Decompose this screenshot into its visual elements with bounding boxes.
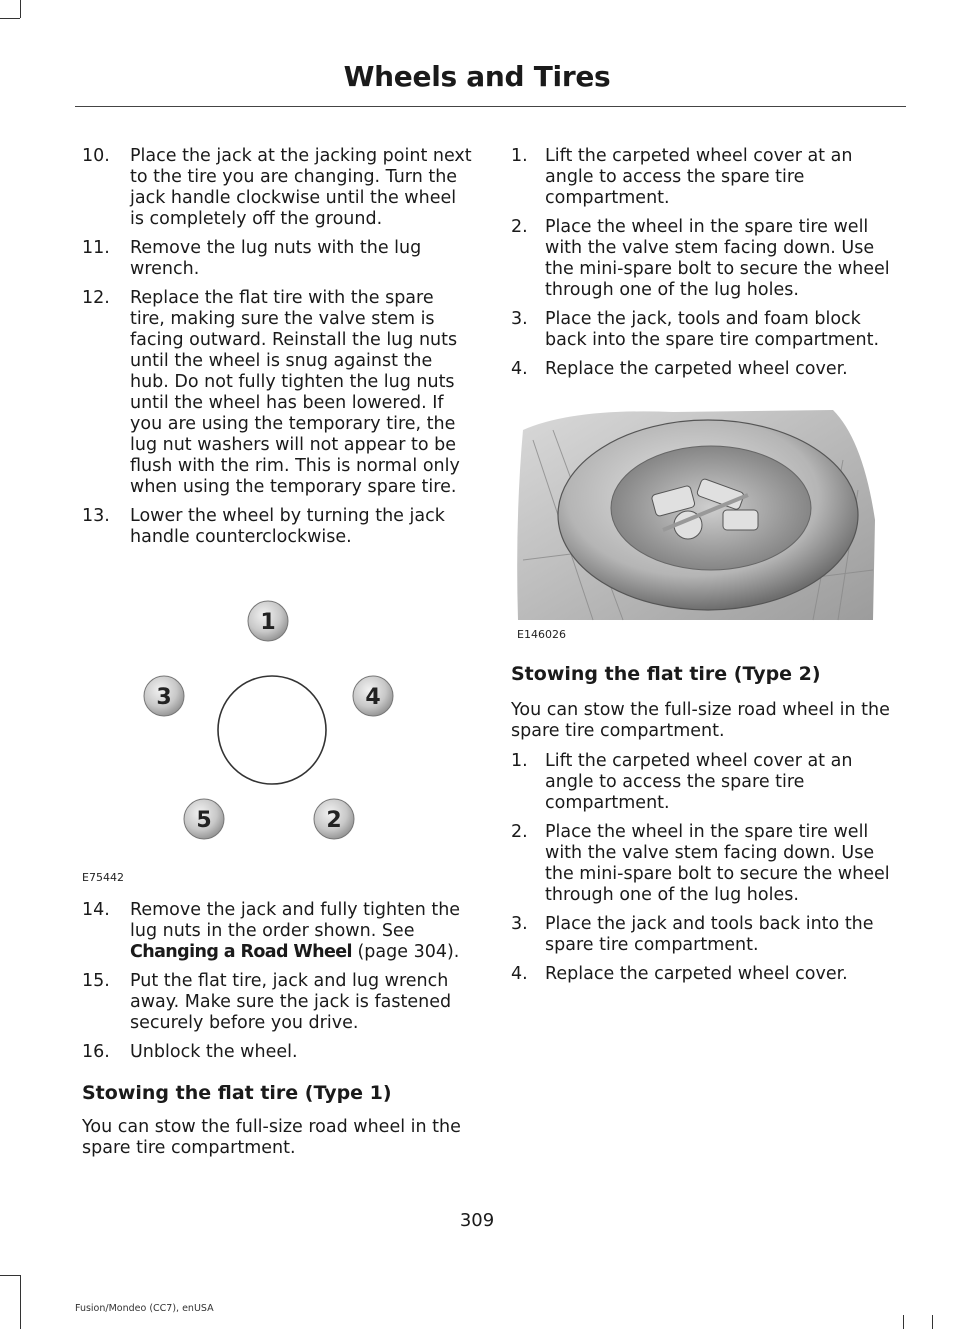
step-text: Remove the lug nuts with the lug wrench. [130,238,422,279]
step-number: 3. [511,914,528,934]
section-heading: Stowing the flat tire (Type 2) [511,663,821,685]
svg-text:1: 1 [260,610,276,635]
crop-mark [20,0,21,18]
step-number: 13. [82,506,110,526]
left-column [82,146,474,556]
step-text: Replace the flat tire with the spare tire, making sure the valve stem is facing outward. Reinstall the lug nuts until the wheel is snug against the hub. Do not fully tighten the lug nuts until the wheel has been lowered. If you are using the temporary tire, the lug nut washers will not appear to be flush with the rim. This is normal only when using the temporary spare tire. [130,288,460,497]
step-text: Unblock the wheel. [130,1042,298,1062]
lug-marker-2 [314,799,354,839]
step-number: 3. [511,309,528,329]
svg-text:4: 4 [365,685,381,710]
svg-text:3: 3 [156,685,172,710]
crop-mark [20,1275,21,1329]
page-number: 309 [459,1210,495,1231]
cross-reference-link[interactable]: Changing a Road Wheel [130,942,352,962]
lug-marker-3 [144,676,184,716]
right-column-lower [511,662,903,993]
step-text: Lift the carpeted wheel cover at an angle to access the spare tire compartment. [545,751,853,813]
step-text: Lift the carpeted wheel cover at an angle to access the spare tire compartment. [545,146,853,208]
step-text: Put the flat tire, jack and lug wrench away. Make sure the jack is fastened securely before you drive. [130,971,452,1033]
step-text: Lower the wheel by turning the jack handle counterclockwise. [130,506,445,547]
step-text: Place the wheel in the spare tire well with the valve stem facing down. Use the mini-spare bolt to secure the wheel through one of the lug holes. [545,217,890,300]
list-item [511,217,903,301]
step-text: Place the wheel in the spare tire well with the valve stem facing down. Use the mini-spare bolt to secure the wheel through one of the lug holes. [545,822,890,905]
figure-code: E146026 [517,628,566,641]
section-intro: You can stow the full-size road wheel in the spare tire compartment. [82,1117,461,1158]
wheel-hub-circle [218,676,326,784]
section-intro: You can stow the full-size road wheel in the spare tire compartment. [511,700,890,741]
right-column [511,146,903,388]
list-item [511,359,903,380]
crop-mark [0,18,20,19]
list-item [82,288,474,498]
list-item [82,900,474,963]
list-item [82,971,474,1034]
step-number: 1. [511,751,528,771]
step-text: Replace the carpeted wheel cover. [545,359,848,379]
list-item [511,914,903,956]
page-title: Wheels and Tires [343,60,611,93]
list-item [82,146,474,230]
step-number: 14. [82,900,110,920]
left-column-lower [82,900,474,1159]
step-number: 16. [82,1042,110,1062]
list-item [82,238,474,280]
step-number: 1. [511,146,528,166]
section-heading: Stowing the flat tire (Type 1) [82,1082,392,1104]
step-number: 12. [82,288,110,308]
step-number: 4. [511,964,528,984]
figure-code: E75442 [82,871,124,884]
list-item [511,751,903,814]
step-text: Place the jack and tools back into the spare tire compartment. [545,914,874,955]
step-number: 15. [82,971,110,991]
step-number: 10. [82,146,110,166]
step-number: 4. [511,359,528,379]
crop-mark [932,1315,933,1329]
header-divider [75,106,906,107]
step-text: Remove the jack and fully tighten the lug nuts in the order shown. See Changing a Road Wheel (page 304). [130,900,461,962]
list-item [511,822,903,906]
lug-marker-4 [353,676,393,716]
step-number: 2. [511,217,528,237]
step-text: Place the jack at the jacking point next to the tire you are changing. Turn the jack handle clockwise until the wheel is completely off the ground. [130,146,472,229]
step-number: 2. [511,822,528,842]
list-item [511,309,903,351]
crop-mark [903,1315,904,1329]
lug-marker-1 [248,601,288,641]
list-item [82,506,474,548]
step-number: 11. [82,238,110,258]
footer-document-id: Fusion/Mondeo (CC7), enUSA [75,1303,214,1314]
crop-mark [0,1275,20,1276]
list-item [82,1042,474,1063]
spare-tire-well-illustration [513,400,878,625]
svg-text:5: 5 [196,808,212,833]
lug-marker-5 [184,799,224,839]
step-text: Replace the carpeted wheel cover. [545,964,848,984]
list-item [511,146,903,209]
list-item [511,964,903,985]
step-text: Place the jack, tools and foam block back into the spare tire compartment. [545,309,880,350]
svg-text:2: 2 [326,808,342,833]
lug-nut-sequence-diagram [130,590,420,860]
